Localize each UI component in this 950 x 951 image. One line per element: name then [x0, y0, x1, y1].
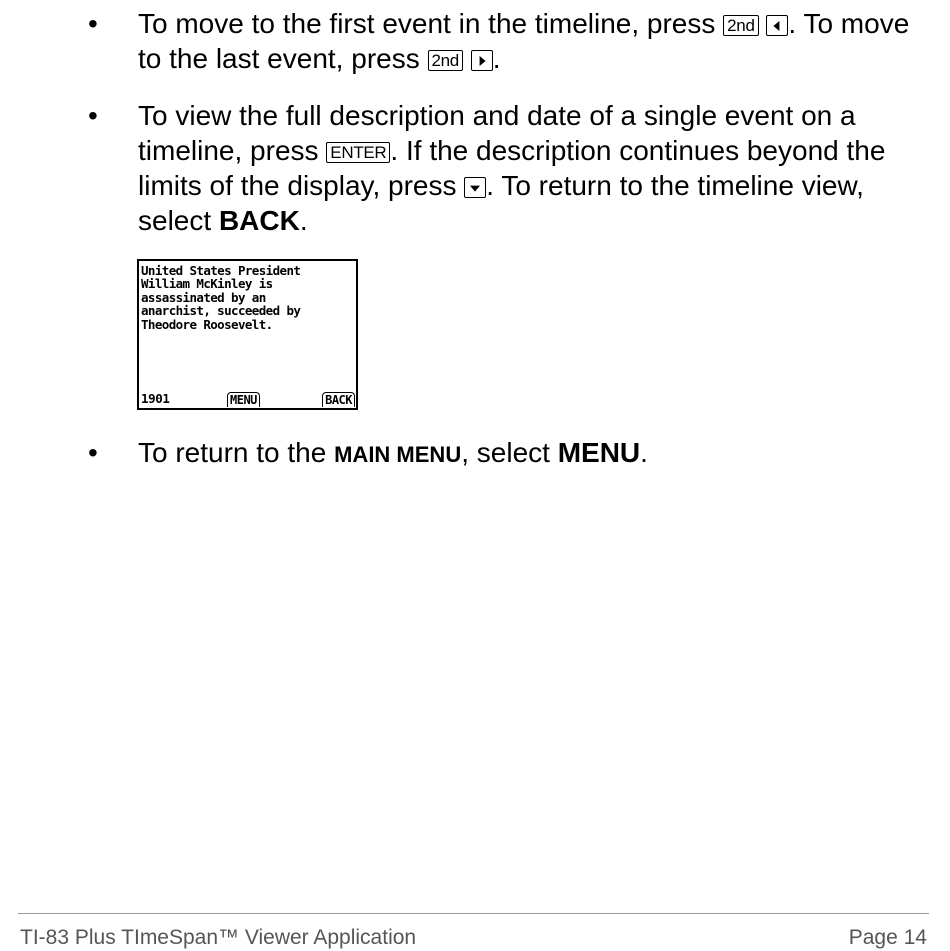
menu-softkey[interactable]: MENU [227, 392, 260, 407]
left-arrow-key-icon [766, 15, 788, 36]
bullet-2-text [138, 98, 928, 238]
calculator-screen [137, 259, 358, 410]
bullet-3-part1: To return to the [138, 437, 335, 468]
bullet-1-part1: To move to the first event in the timeline, press [138, 8, 724, 39]
back-softkey[interactable]: BACK [322, 392, 355, 407]
key-2nd: 2nd [723, 15, 758, 36]
right-arrow-key-icon [471, 50, 493, 71]
bullet-glyph: • [88, 8, 98, 39]
bullet-1-part3: . [492, 43, 501, 74]
bullet-2-part4: . [299, 205, 308, 236]
bullet-3-part3: . [640, 437, 648, 468]
bullet-1-part2: . To move to the last event, press [138, 8, 910, 74]
bullet-2-part2: . If the description continues beyond the limits of the display, press [138, 135, 886, 201]
key-2nd-second: 2nd [428, 50, 463, 71]
event-description: United States President William McKinley is assassinated by an anarchist, succeeded by Theodore Roosevelt. [141, 263, 301, 332]
back-label: BACK [218, 205, 300, 236]
down-arrow-key-icon [464, 177, 486, 198]
key-enter: ENTER [326, 142, 390, 163]
footer-title: TI-83 Plus TImeSpan™ Viewer Application [20, 926, 417, 949]
event-year: 1901 [141, 391, 170, 406]
bullet-3-text [138, 435, 928, 472]
bullet-glyph: • [88, 437, 98, 468]
page-number: Page 14 [848, 926, 927, 949]
main-menu-label: MAIN MENU [334, 442, 462, 467]
bullet-2-part3: . To return to the timeline view, select [138, 170, 864, 236]
bullet-glyph: • [88, 100, 98, 131]
menu-label: MENU [557, 437, 641, 468]
bullet-2-part1: To view the full description and date of a single event on a timeline, press [138, 100, 856, 166]
bullet-1-text [138, 6, 928, 76]
footer-divider [18, 913, 929, 914]
bullet-3-part2: , select [461, 437, 558, 468]
